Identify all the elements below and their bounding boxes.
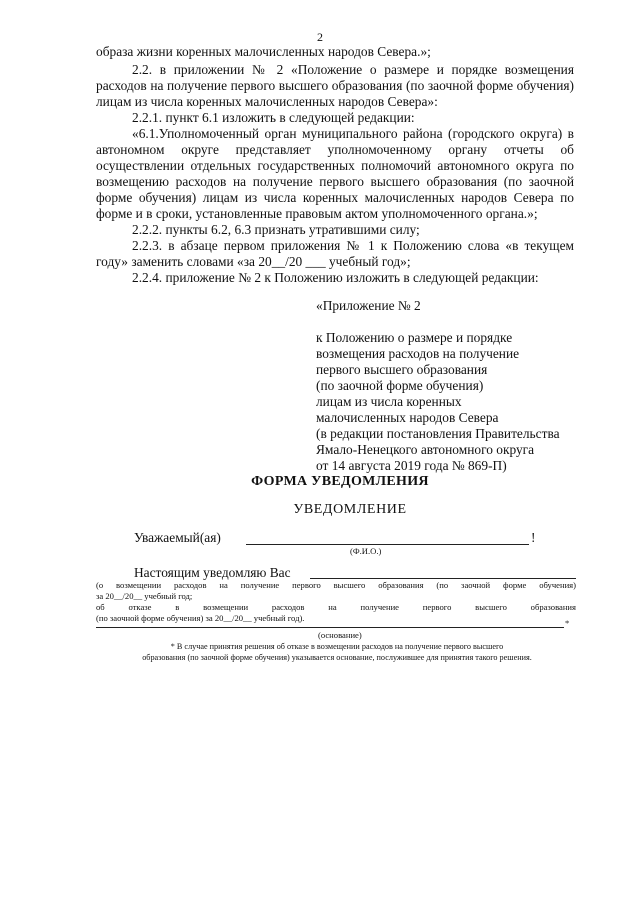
- footnote-line1: * В случае принятия решения об отказе в возмещении расходов на получение первого высшего: [170, 642, 504, 651]
- notify-blank-line[interactable]: [310, 578, 576, 579]
- notify-label: Настоящим уведомляю Вас: [134, 565, 291, 580]
- appendix-line: первого высшего образования: [316, 362, 488, 377]
- paragraph-2-2-4: 2.2.4. приложение № 2 к Положению изложить в следующей редакции:: [132, 270, 539, 285]
- appendix-line: лицам из числа коренных: [316, 394, 462, 409]
- paragraph-2-2-2: 2.2.2. пункты 6.2, 6.3 признать утратившими силу;: [132, 222, 420, 237]
- appendix-line: (в редакции постановления Правительства: [316, 426, 560, 441]
- footnote-line2: образования (по заочной форме обучения) указывается основание, послужившее для принятия такого решения.: [142, 653, 532, 662]
- paragraph-6-1: «6.1.Уполномоченный орган муниципального района (городского округа) в автономном округе представляет уполномоченному органу отчеты об осуществлении отдельных государственных полномочий автономного округа по возмещению расходов на получение первого высшего образования (по заочной форме обучения) лицам из числа коренных малочисленных народов Севера по форме и в сроки, установленные правовым актом уполномоченного органа.»;: [96, 126, 574, 221]
- option-refusal-line1: об отказе в возмещении расходов на получение первого высшего образования: [96, 602, 576, 612]
- option-refusal-line2: (по заочной форме обучения) за 20__/20__ учебный год).: [96, 613, 305, 623]
- form-title: ФОРМА УВЕДОМЛЕНИЯ: [251, 474, 429, 489]
- appendix-heading: «Приложение № 2: [316, 298, 421, 313]
- appendix-block: [316, 330, 596, 474]
- option-reimbursement-line2: за 20__/20__ учебный год;: [96, 591, 193, 601]
- appendix-line: возмещения расходов на получение: [316, 346, 520, 361]
- appendix-line: (по заочной форме обучения): [316, 378, 484, 393]
- appendix-line: к Положению о размере и порядке: [316, 330, 513, 345]
- basis-blank-line[interactable]: [96, 627, 564, 628]
- basis-caption: (основание): [318, 630, 362, 640]
- basis-footnote-mark: *: [565, 618, 570, 628]
- paragraph-2-2-3: 2.2.3. в абзаце первом приложения № 1 к Положению слова «в текущем году» заменить словами «за 20__/20 ___ учебный год»;: [96, 238, 574, 269]
- paragraph-2-2: 2.2. в приложении № 2 «Положение о размере и порядке возмещения расходов на получение первого высшего образования (по заочной форме обучения) лицам из числа коренных малочисленных народов Севера»:: [96, 62, 574, 109]
- salutation-label: Уважаемый(ая): [134, 530, 221, 545]
- appendix-line: Ямало-Ненецкого автономного округа: [316, 442, 535, 457]
- paragraph-continuation: образа жизни коренных малочисленных народов Севера.»;: [96, 44, 431, 59]
- fio-caption: (Ф.И.О.): [350, 546, 382, 556]
- salutation-end-mark: !: [531, 530, 536, 545]
- fio-blank-line[interactable]: [246, 544, 529, 545]
- page-number: 2: [317, 30, 323, 44]
- appendix-line: от 14 августа 2019 года № 869-П): [316, 458, 507, 473]
- appendix-line: малочисленных народов Севера: [316, 410, 499, 425]
- paragraph-2-2-1: 2.2.1. пункт 6.1 изложить в следующей редакции:: [132, 110, 415, 125]
- option-reimbursement-line1: (о возмещении расходов на получение первого высшего образования (по заочной форме обучения): [96, 580, 576, 590]
- notice-title: УВЕДОМЛЕНИЕ: [293, 502, 407, 517]
